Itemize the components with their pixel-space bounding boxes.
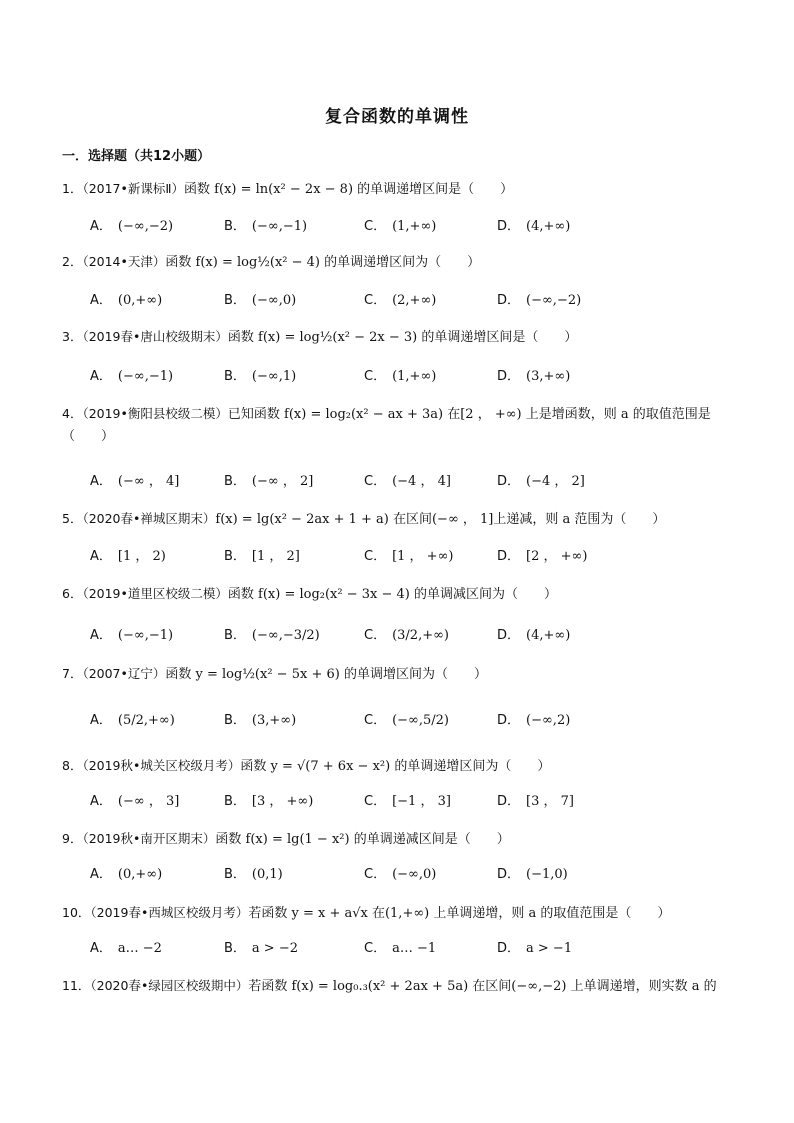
- answer-choices: [90, 863, 750, 885]
- choice-d: [497, 289, 581, 308]
- choice-text: [3 ， 7]: [526, 794, 574, 809]
- choice-a: [90, 365, 173, 384]
- choice-b: [224, 863, 283, 882]
- choice-c: [364, 790, 451, 809]
- choice-d: [497, 624, 570, 643]
- choice-d: [497, 215, 570, 234]
- choice-b: [224, 709, 296, 728]
- answer-choices: [90, 937, 750, 959]
- answer-choices: [90, 365, 750, 387]
- choice-c: [364, 545, 453, 564]
- choice-a: [90, 709, 175, 728]
- choice-letter: D．: [497, 941, 521, 956]
- choice-letter: D．: [497, 794, 521, 809]
- choice-text: (−∞,−2): [526, 293, 582, 308]
- choice-text: (0,+∞): [117, 293, 163, 308]
- question-3: [62, 326, 577, 349]
- choice-text: (−∞,−1): [117, 369, 174, 384]
- answer-choices: [90, 289, 750, 311]
- choice-letter: B．: [224, 293, 246, 308]
- choice-text: (3/2,+∞): [392, 628, 449, 643]
- choice-text: a… −2: [117, 941, 162, 956]
- answer-choices: [90, 215, 750, 237]
- choice-letter: D．: [497, 549, 521, 564]
- choice-text: (0,1): [251, 867, 283, 882]
- answer-choices: [90, 470, 750, 492]
- choice-letter: A．: [90, 713, 112, 728]
- choice-letter: C．: [364, 219, 387, 234]
- question-source: （2020春•绿园区校级期中）: [90, 978, 249, 993]
- choice-letter: B．: [224, 474, 246, 489]
- choice-text: (−∞ ， 4]: [117, 474, 180, 489]
- choice-c: [364, 470, 451, 489]
- question-stem: 已知函数 f(x) = log₂(x² − ax + 3a) 在[2 ， +∞) 上是增函数，则 a 的取值范围是（ ）: [62, 407, 711, 444]
- choice-text: (−∞ ， 2]: [251, 474, 314, 489]
- choice-text: [−1 ， 3]: [392, 794, 451, 809]
- question-source: （2019秋•南开区期末）: [82, 831, 216, 846]
- choice-a: [90, 289, 162, 308]
- choice-letter: D．: [497, 219, 521, 234]
- choice-a: [90, 863, 162, 882]
- question-number: 3．: [62, 329, 83, 344]
- choice-d: [497, 790, 574, 809]
- choice-text: [3 ， +∞): [251, 794, 314, 809]
- choice-c: [364, 709, 449, 728]
- choice-text: (0,+∞): [117, 867, 163, 882]
- choice-text: (−∞,−3/2): [251, 628, 320, 643]
- choice-text: (−∞ ， 3]: [117, 794, 180, 809]
- question-stem: 函数 f(x) = log½(x² − 4) 的单调递增区间为（ ）: [165, 255, 481, 270]
- question-stem: 函数 f(x) = ln(x² − 2x − 8) 的单调递增区间是（ ）: [184, 182, 514, 197]
- choice-letter: D．: [497, 474, 521, 489]
- question-4: [62, 403, 734, 448]
- choice-letter: B．: [224, 713, 246, 728]
- choice-a: [90, 624, 173, 643]
- question-number: 6．: [62, 586, 83, 601]
- choice-letter: A．: [90, 219, 112, 234]
- question-number: 1．: [62, 181, 83, 196]
- choice-text: (4,+∞): [526, 219, 571, 234]
- question-stem: 函数 y = log½(x² − 5x + 6) 的单调增区间为（ ）: [165, 667, 487, 682]
- choice-letter: B．: [224, 941, 246, 956]
- question-stem: f(x) = lg(x² − 2ax + 1 + a) 在区间(−∞ ， 1]上递减，则 a 范围为（ ）: [215, 512, 666, 527]
- question-number: 2．: [62, 254, 83, 269]
- choice-letter: A．: [90, 628, 112, 643]
- choice-text: [1 ， 2): [117, 549, 166, 564]
- answer-choices: [90, 790, 750, 812]
- choice-letter: D．: [497, 628, 521, 643]
- choice-a: [90, 215, 173, 234]
- choice-letter: D．: [497, 293, 521, 308]
- choice-c: [364, 624, 449, 643]
- choice-text: (−4 ， 4]: [392, 474, 451, 489]
- choice-letter: A．: [90, 941, 112, 956]
- choice-text: (−∞,−1): [251, 219, 308, 234]
- choice-text: (3,+∞): [526, 369, 571, 384]
- choice-a: [90, 545, 166, 564]
- choice-text: (−∞,2): [526, 713, 571, 728]
- choice-text: (−∞,0): [251, 293, 297, 308]
- question-9: [62, 828, 510, 851]
- choice-letter: B．: [224, 628, 246, 643]
- choice-b: [224, 289, 296, 308]
- question-11: [62, 975, 717, 998]
- question-stem: 若函数 f(x) = log₀.₃(x² + 2ax + 5a) 在区间(−∞,−2) 上单调递增，则实数 a 的: [248, 979, 717, 994]
- question-source: （2019春•西城区校级月考）: [90, 905, 249, 920]
- choice-b: [224, 937, 298, 956]
- choice-text: (3,+∞): [251, 713, 297, 728]
- choice-text: [2 ， +∞): [526, 549, 588, 564]
- choice-text: (−∞,5/2): [392, 713, 449, 728]
- choice-text: (−1,0): [526, 867, 568, 882]
- question-source: （2019•道里区校级二模）: [82, 586, 228, 601]
- choice-text: [1 ， 2]: [251, 549, 300, 564]
- question-number: 10．: [62, 905, 91, 920]
- choice-letter: B．: [224, 794, 246, 809]
- choice-text: (4,+∞): [526, 628, 571, 643]
- answer-choices: [90, 545, 750, 567]
- answer-choices: [90, 709, 750, 731]
- question-number: 11．: [62, 978, 91, 993]
- choice-c: [364, 937, 436, 956]
- choice-letter: B．: [224, 549, 246, 564]
- choice-text: (1,+∞): [392, 219, 437, 234]
- choice-a: [90, 937, 162, 956]
- choice-b: [224, 790, 313, 809]
- choice-text: (−4 ， 2]: [526, 474, 585, 489]
- choice-text: [1 ， +∞): [392, 549, 454, 564]
- choice-text: a… −1: [392, 941, 437, 956]
- question-source: （2019春•唐山校级期末）: [82, 329, 228, 344]
- question-stem: 函数 y = √(7 + 6x − x²) 的单调递增区间为（ ）: [240, 759, 551, 774]
- choice-text: (5/2,+∞): [117, 713, 175, 728]
- question-2: [62, 251, 480, 274]
- choice-b: [224, 545, 300, 564]
- choice-d: [497, 937, 572, 956]
- question-stem: 函数 f(x) = log½(x² − 2x − 3) 的单调递增区间是（ ）: [227, 330, 578, 345]
- section-heading: 一．选择题（共12小题）: [62, 149, 211, 164]
- choice-letter: A．: [90, 369, 112, 384]
- choice-text: (−∞,−2): [117, 219, 174, 234]
- question-10: [62, 902, 670, 925]
- question-7: [62, 663, 487, 686]
- choice-c: [364, 215, 436, 234]
- choice-text: a > −1: [526, 941, 573, 956]
- question-source: （2019•衡阳县校级二模）: [82, 406, 228, 421]
- question-number: 8．: [62, 758, 83, 773]
- question-1: [62, 178, 513, 201]
- choice-text: (−∞,−1): [117, 628, 174, 643]
- choice-b: [224, 215, 307, 234]
- choice-c: [364, 365, 436, 384]
- question-8: [62, 755, 550, 778]
- choice-b: [224, 470, 313, 489]
- choice-letter: B．: [224, 219, 246, 234]
- question-source: （2017•新课标Ⅱ）: [82, 181, 185, 196]
- choice-letter: B．: [224, 867, 246, 882]
- answer-choices: [90, 624, 750, 646]
- choice-letter: D．: [497, 713, 521, 728]
- question-source: （2020春•禅城区期末）: [82, 511, 216, 526]
- choice-letter: B．: [224, 369, 246, 384]
- choice-d: [497, 545, 587, 564]
- question-number: 9．: [62, 831, 83, 846]
- choice-b: [224, 365, 296, 384]
- choice-d: [497, 470, 585, 489]
- choice-text: (−∞,0): [392, 867, 437, 882]
- choice-letter: D．: [497, 867, 521, 882]
- choice-letter: C．: [364, 867, 387, 882]
- choice-a: [90, 790, 179, 809]
- choice-letter: C．: [364, 713, 387, 728]
- question-5: [62, 508, 665, 531]
- choice-text: a > −2: [251, 941, 298, 956]
- choice-c: [364, 289, 436, 308]
- choice-letter: A．: [90, 794, 112, 809]
- question-stem: 函数 f(x) = log₂(x² − 3x − 4) 的单调减区间为（ ）: [227, 587, 557, 602]
- choice-letter: C．: [364, 794, 387, 809]
- question-number: 7．: [62, 666, 83, 681]
- choice-letter: C．: [364, 369, 387, 384]
- choice-letter: A．: [90, 549, 112, 564]
- choice-d: [497, 863, 568, 882]
- choice-text: (−∞,1): [251, 369, 297, 384]
- choice-b: [224, 624, 320, 643]
- question-number: 5．: [62, 511, 83, 526]
- choice-text: (2,+∞): [392, 293, 437, 308]
- question-source: （2007•辽宁）: [82, 666, 166, 681]
- choice-letter: A．: [90, 293, 112, 308]
- choice-letter: C．: [364, 293, 387, 308]
- question-stem: 若函数 y = x + a√x 在(1,+∞) 上单调递增，则 a 的取值范围是（ ）: [248, 906, 671, 921]
- choice-letter: A．: [90, 474, 112, 489]
- choice-letter: C．: [364, 549, 387, 564]
- page-title: 复合函数的单调性: [325, 107, 469, 127]
- choice-letter: C．: [364, 474, 387, 489]
- choice-d: [497, 709, 570, 728]
- choice-letter: C．: [364, 628, 387, 643]
- choice-d: [497, 365, 570, 384]
- choice-letter: A．: [90, 867, 112, 882]
- question-6: [62, 583, 557, 606]
- choice-letter: D．: [497, 369, 521, 384]
- choice-c: [364, 863, 436, 882]
- question-source: （2019秋•城关区校级月考）: [82, 758, 241, 773]
- question-source: （2014•天津）: [82, 254, 166, 269]
- question-stem: 函数 f(x) = lg(1 − x²) 的单调递减区间是（ ）: [215, 832, 510, 847]
- choice-letter: C．: [364, 941, 387, 956]
- choice-a: [90, 470, 179, 489]
- choice-text: (1,+∞): [392, 369, 437, 384]
- question-number: 4．: [62, 406, 83, 421]
